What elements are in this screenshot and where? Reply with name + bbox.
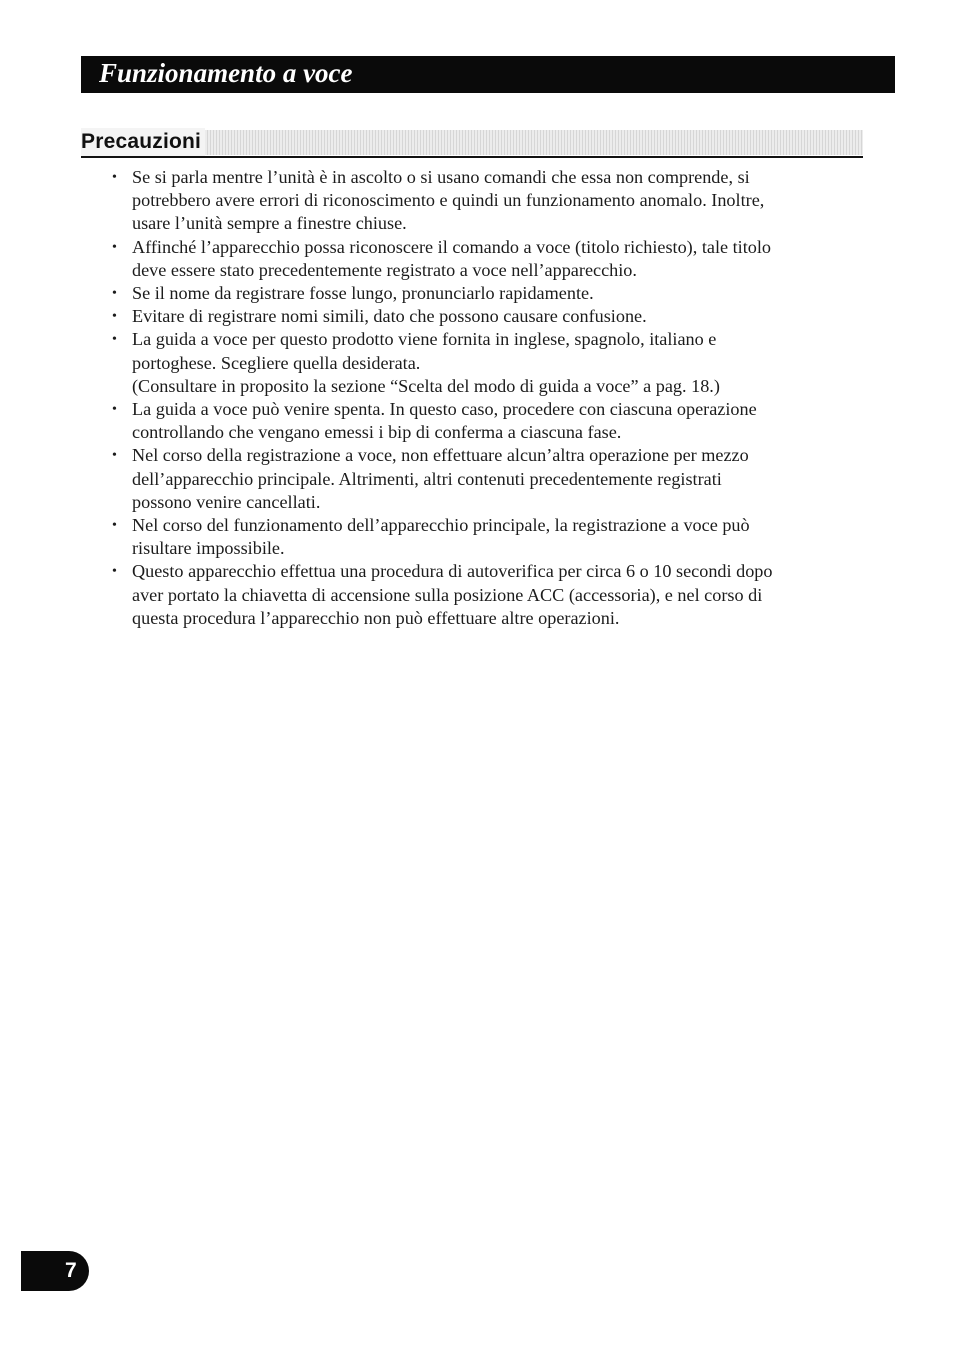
- bullet-icon: •: [112, 564, 117, 580]
- page-number-tab: [21, 1251, 89, 1291]
- list-item-line: deve essere stato precedentemente registrato a voce nell’apparecchio.: [132, 259, 637, 280]
- list-item-line: Se si parla mentre l’unità è in ascolto o si usano comandi che essa non comprende, si: [132, 167, 750, 187]
- list-item-line: Nel corso del funzionamento dell’apparecchio principale, la registrazione a voce può: [132, 515, 750, 536]
- list-item-line: risultare impossibile.: [132, 538, 285, 559]
- list-item: [112, 236, 842, 282]
- list-item: [112, 444, 842, 514]
- list-item-line: (Consultare in proposito la sezione “Scelta del modo di guida a voce” a pag. 18.): [132, 375, 720, 396]
- precautions-list: [112, 166, 842, 630]
- page-number: 7: [65, 1259, 77, 1282]
- list-item: [112, 282, 842, 305]
- chapter-title-bar: [81, 56, 895, 93]
- list-item-line: La guida a voce per questo prodotto viene fornita in inglese, spagnolo, italiano e: [132, 329, 717, 350]
- list-item-line: La guida a voce può venire spenta. In questo caso, procedere con ciascuna operazione: [132, 399, 757, 420]
- bullet-icon: •: [112, 332, 117, 348]
- list-item-line: potrebbero avere errori di riconoscimento e quindi un funzionamento anomalo. Inoltre,: [132, 190, 765, 211]
- list-item-line: Nel corso della registrazione a voce, non effettuare alcun’altra operazione per mezzo: [132, 445, 749, 466]
- list-item: [112, 166, 842, 236]
- list-item-line: Affinché l’apparecchio possa riconoscere il comando a voce (titolo richiesto), tale titolo: [132, 236, 772, 257]
- section-title: Precauzioni: [81, 128, 205, 156]
- list-item-line: controllando che vengano emessi i bip di conferma a ciascuna fase.: [132, 422, 622, 443]
- bullet-icon: •: [112, 448, 117, 464]
- list-item-line: Evitare di registrare nomi simili, dato che possono causare confusione.: [132, 306, 647, 327]
- list-item: [112, 398, 842, 444]
- list-item-line: Questo apparecchio effettua una procedura di autoverifica per circa 6 o 10 secondi dopo: [132, 561, 773, 582]
- bullet-icon: •: [112, 518, 117, 534]
- list-item-line: Se il nome da registrare fosse lungo, pronunciarlo rapidamente.: [132, 283, 594, 304]
- list-item: [112, 514, 842, 560]
- list-item: [112, 328, 842, 398]
- list-item-line: dell’apparecchio principale. Altrimenti, altri contenuti precedentemente registrati: [132, 468, 722, 489]
- list-item: [112, 305, 842, 328]
- bullet-icon: •: [112, 239, 117, 255]
- list-item-line: aver portato la chiavetta di accensione sulla posizione ACC (accessoria), e nel corso di: [132, 584, 763, 605]
- bullet-icon: •: [112, 286, 117, 302]
- list-item-line: questa procedura l’apparecchio non può effettuare altre operazioni.: [132, 607, 620, 628]
- list-item: [112, 560, 842, 630]
- bullet-icon: •: [112, 170, 117, 185]
- list-item-line: usare l’unità sempre a finestre chiuse.: [132, 213, 407, 234]
- chapter-title: Funzionamento a voce: [99, 58, 353, 88]
- section-header: [81, 128, 863, 158]
- section-header-rule: [81, 156, 863, 158]
- list-item-line: possono venire cancellati.: [132, 491, 321, 512]
- list-item-line: portoghese. Scegliere quella desiderata.: [132, 352, 421, 373]
- page-number-tab-shape: [21, 1251, 89, 1291]
- bullet-icon: •: [112, 309, 117, 325]
- bullet-icon: •: [112, 402, 117, 418]
